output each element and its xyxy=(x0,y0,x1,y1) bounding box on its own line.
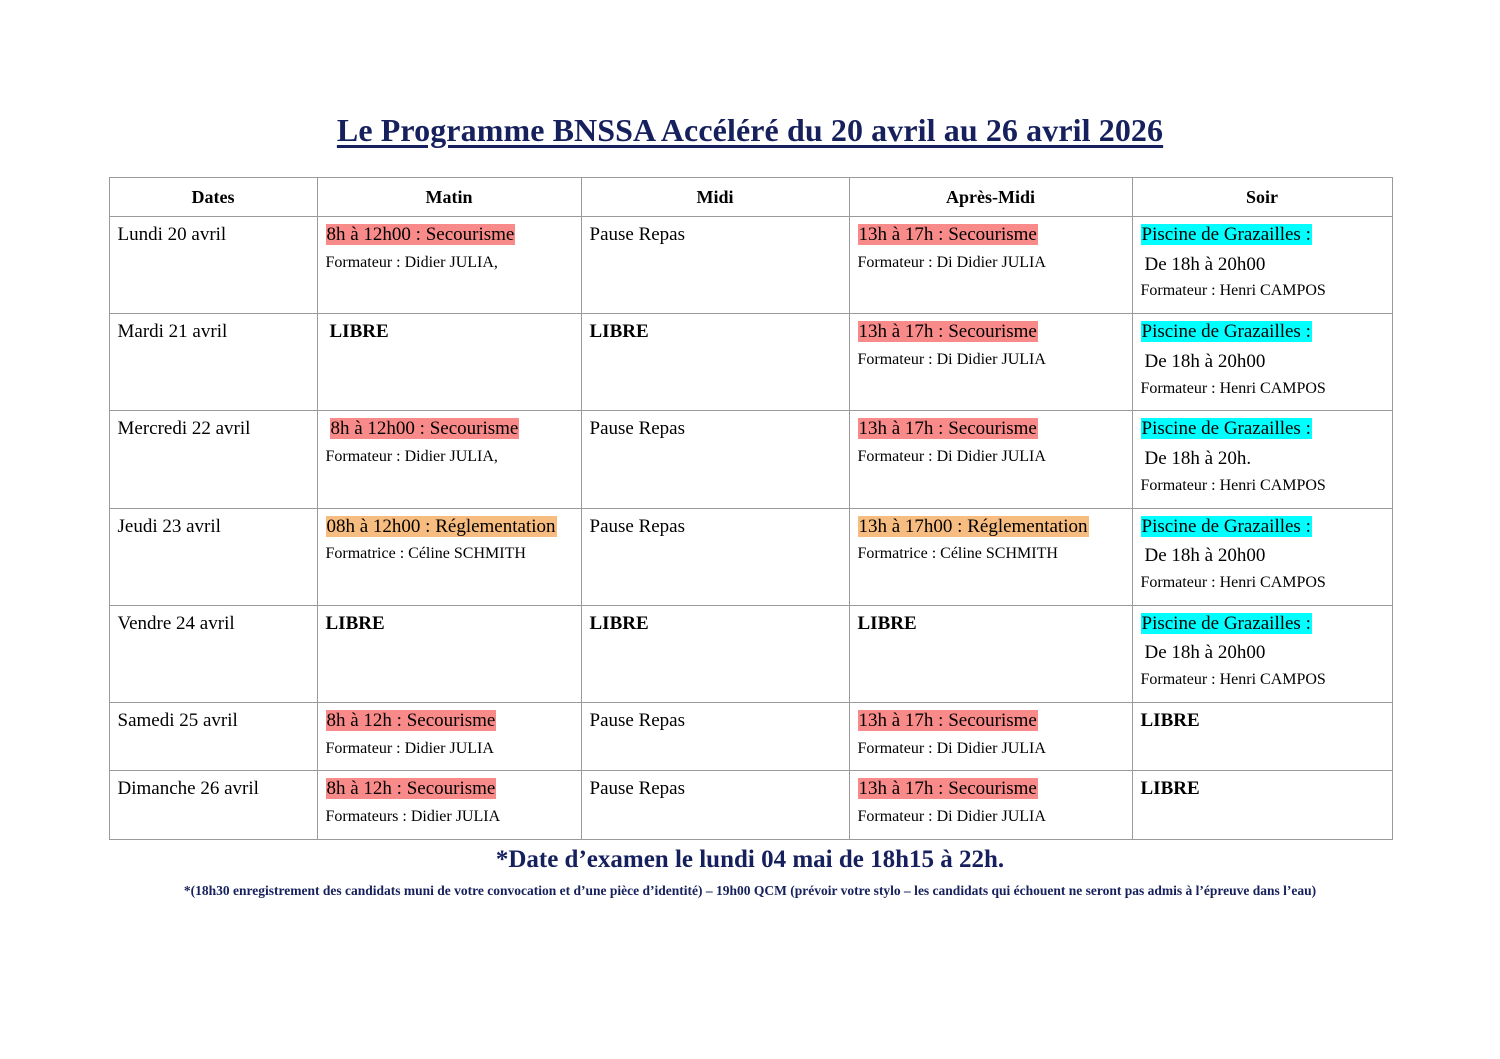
free-label: LIBRE xyxy=(329,321,389,343)
cell-apres-midi xyxy=(849,411,1132,508)
session-title: 13h à 17h : Secourisme xyxy=(858,224,1037,245)
cell-date: Jeudi 23 avril xyxy=(109,508,317,605)
session-title: 8h à 12h00 : Secourisme xyxy=(330,418,519,440)
trainer-label: Formateur : Henri CAMPOS xyxy=(1140,573,1326,591)
column-header-dates: Dates xyxy=(109,178,317,217)
cell-matin xyxy=(317,508,581,605)
cell-soir xyxy=(1132,508,1392,605)
session-title: 13h à 17h : Secourisme xyxy=(858,418,1037,440)
free-label: LIBRE xyxy=(325,612,385,634)
cell-date: Dimanche 26 avril xyxy=(109,771,317,839)
table-row xyxy=(109,217,1392,314)
cell-date: Mardi 21 avril xyxy=(109,314,317,411)
cell-apres-midi xyxy=(849,771,1132,839)
venue-hours: De 18h à 20h00 xyxy=(1144,350,1266,372)
cell-apres-midi xyxy=(849,702,1132,770)
trainer-label: Formatrice : Céline SCHMITH xyxy=(857,545,1058,563)
cell-midi xyxy=(581,605,849,702)
table-row xyxy=(109,771,1392,839)
trainer-label: Formateur : Didier JULIA xyxy=(325,739,494,757)
column-header-apres-midi: Après-Midi xyxy=(849,178,1132,217)
trainer-label: Formateur : Didier JULIA, xyxy=(325,448,498,466)
venue-hours: De 18h à 20h. xyxy=(1144,448,1252,470)
break-label: Pause Repas xyxy=(589,778,686,800)
session-title: 8h à 12h00 : Secourisme xyxy=(326,224,515,245)
trainer-label: Formateur : Di Didier JULIA xyxy=(857,808,1046,826)
free-label: LIBRE xyxy=(857,612,917,634)
trainer-label: Formateur : Di Didier JULIA xyxy=(857,350,1046,368)
cell-date: Vendre 24 avril xyxy=(109,605,317,702)
trainer-label: Formateur : Didier JULIA, xyxy=(325,253,498,271)
venue-title: Piscine de Grazailles : xyxy=(1141,321,1311,343)
session-title: 8h à 12h : Secourisme xyxy=(326,778,496,800)
cell-matin xyxy=(317,771,581,839)
break-label: Pause Repas xyxy=(589,418,686,440)
free-label: LIBRE xyxy=(1140,709,1200,731)
trainer-label: Formateurs : Didier JULIA xyxy=(325,808,501,826)
exam-date-note: *Date d’examen le lundi 04 mai de 18h15 à 22h. xyxy=(495,845,1005,873)
venue-hours: De 18h à 20h00 xyxy=(1144,253,1266,275)
trainer-label: Formateur : Henri CAMPOS xyxy=(1140,282,1326,300)
session-title: 13h à 17h : Secourisme xyxy=(858,709,1037,731)
venue-hours: De 18h à 20h00 xyxy=(1144,642,1266,664)
cell-soir xyxy=(1132,314,1392,411)
trainer-label: Formateur : Di Didier JULIA xyxy=(857,739,1046,757)
session-title: 13h à 17h : Secourisme xyxy=(858,321,1037,343)
trainer-label: Formateur : Henri CAMPOS xyxy=(1140,379,1326,397)
cell-midi xyxy=(581,314,849,411)
schedule-table xyxy=(109,177,1393,840)
cell-apres-midi xyxy=(849,605,1132,702)
free-label: LIBRE xyxy=(589,612,649,634)
schedule-table-container xyxy=(109,177,1392,840)
page-title: Le Programme BNSSA Accéléré du 20 avril au 26 avril 2026 xyxy=(336,112,1164,148)
column-header-midi: Midi xyxy=(581,178,849,217)
session-title: 13h à 17h00 : Réglementation xyxy=(858,515,1088,537)
cell-soir xyxy=(1132,771,1392,839)
cell-midi xyxy=(581,771,849,839)
cell-midi xyxy=(581,411,849,508)
session-title: 8h à 12h : Secourisme xyxy=(326,709,496,731)
cell-midi xyxy=(581,217,849,314)
session-title: 08h à 12h00 : Réglementation xyxy=(326,515,556,537)
cell-midi xyxy=(581,508,849,605)
cell-matin xyxy=(317,217,581,314)
cell-apres-midi xyxy=(849,314,1132,411)
cell-soir xyxy=(1132,411,1392,508)
free-label: LIBRE xyxy=(1140,778,1200,800)
trainer-label: Formatrice : Céline SCHMITH xyxy=(325,545,526,563)
cell-matin xyxy=(317,605,581,702)
cell-apres-midi xyxy=(849,508,1132,605)
venue-hours: De 18h à 20h00 xyxy=(1144,545,1266,567)
table-row xyxy=(109,702,1392,770)
venue-title: Piscine de Grazailles : xyxy=(1141,418,1311,440)
table-row xyxy=(109,314,1392,411)
session-title: 13h à 17h : Secourisme xyxy=(858,778,1037,800)
cell-matin xyxy=(317,314,581,411)
cell-soir xyxy=(1132,702,1392,770)
venue-title: Piscine de Grazailles : xyxy=(1141,612,1311,634)
cell-matin xyxy=(317,411,581,508)
cell-midi xyxy=(581,702,849,770)
column-header-matin: Matin xyxy=(317,178,581,217)
venue-title: Piscine de Grazailles : xyxy=(1141,224,1311,245)
venue-title: Piscine de Grazailles : xyxy=(1141,515,1311,537)
cell-apres-midi xyxy=(849,217,1132,314)
table-header-row xyxy=(109,178,1392,217)
break-label: Pause Repas xyxy=(589,224,686,245)
cell-date: Lundi 20 avril xyxy=(109,217,317,314)
cell-soir xyxy=(1132,217,1392,314)
table-row xyxy=(109,411,1392,508)
table-row xyxy=(109,508,1392,605)
break-label: Pause Repas xyxy=(589,515,686,537)
break-label: Pause Repas xyxy=(589,709,686,731)
table-row xyxy=(109,605,1392,702)
trainer-label: Formateur : Di Didier JULIA xyxy=(857,253,1046,271)
trainer-label: Formateur : Di Didier JULIA xyxy=(857,448,1046,466)
cell-date: Samedi 25 avril xyxy=(109,702,317,770)
exam-fineprint-note: *(18h30 enregistrement des candidats muni de votre convocation et d’une pièce d’identité) – 19h00 QCM (prévoir votre stylo – les candidats qui échouent ne seront pas admis à l’épreuve dans l’eau) xyxy=(183,882,1317,898)
free-label: LIBRE xyxy=(589,321,649,343)
cell-date: Mercredi 22 avril xyxy=(109,411,317,508)
cell-matin xyxy=(317,702,581,770)
column-header-soir: Soir xyxy=(1132,178,1392,217)
cell-soir xyxy=(1132,605,1392,702)
trainer-label: Formateur : Henri CAMPOS xyxy=(1140,671,1326,689)
trainer-label: Formateur : Henri CAMPOS xyxy=(1140,476,1326,494)
